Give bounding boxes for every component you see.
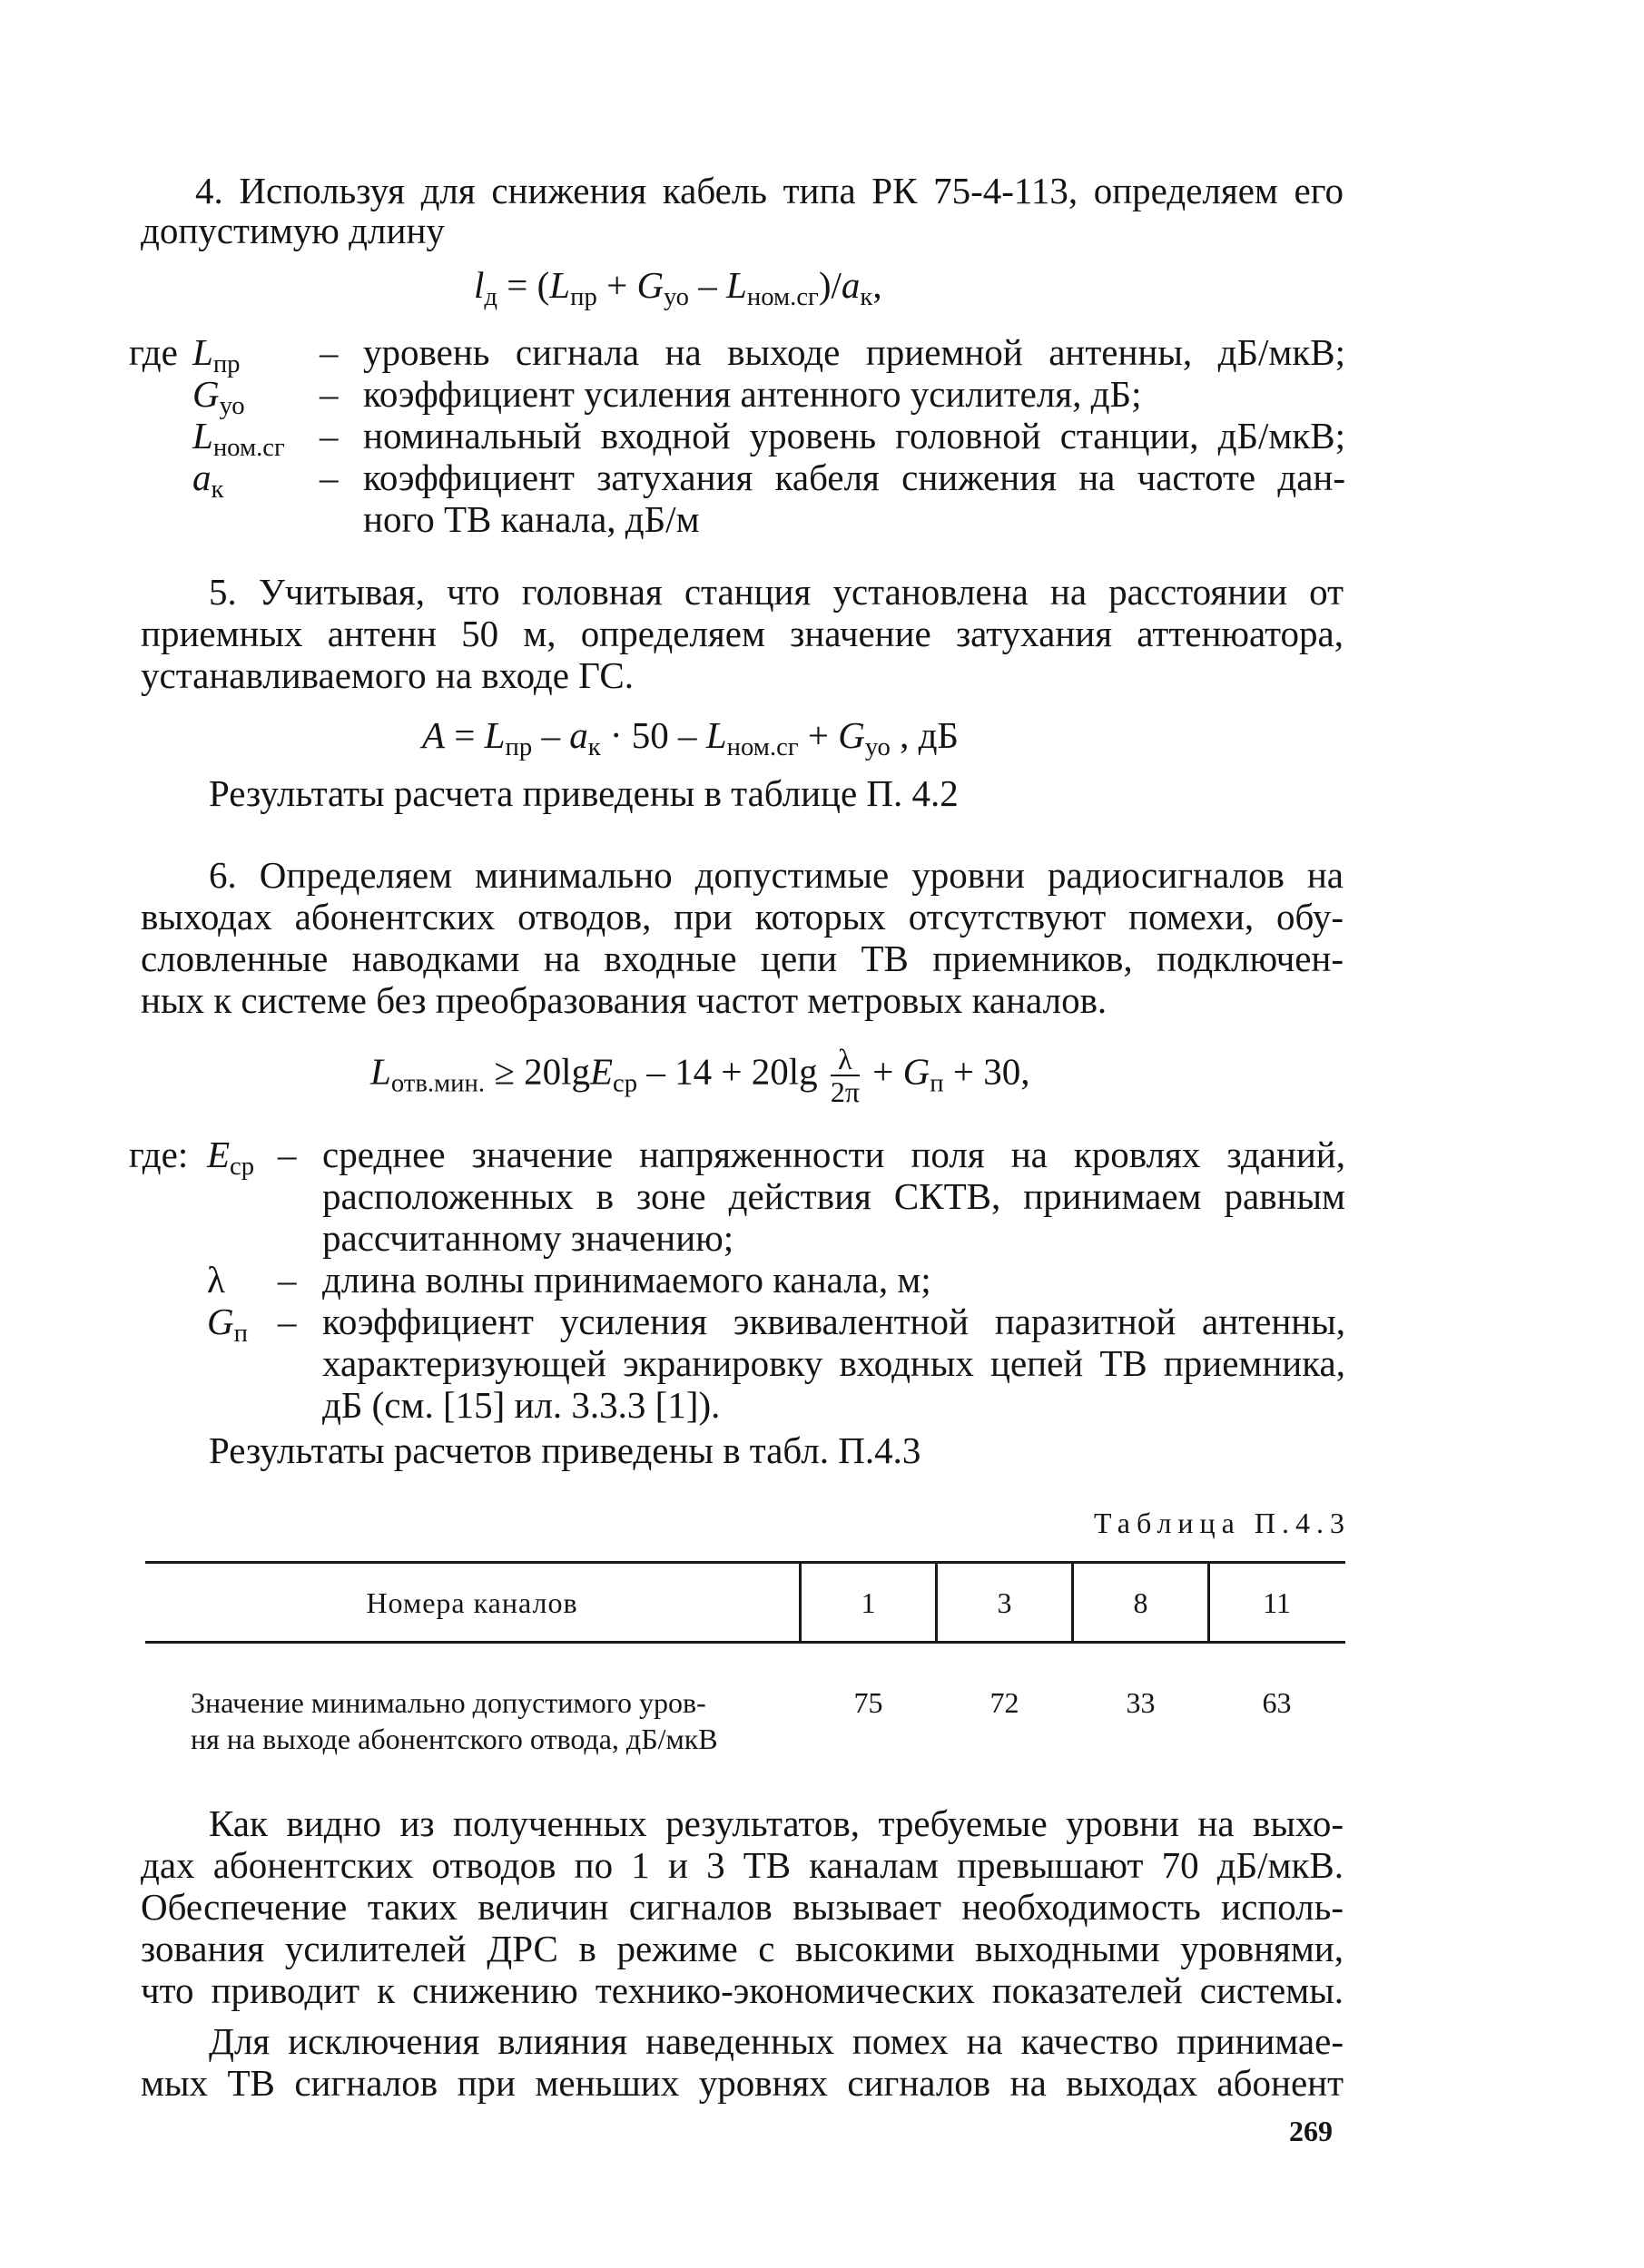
def-text: коэффициент усиления эквивалентной паразитной антенны, <box>322 1301 1345 1342</box>
def-text: рассчитанному значению; <box>322 1217 734 1259</box>
def-dash: – <box>278 1259 297 1301</box>
def-text: уровень сигнала на выходе приемной антенны, дБ/мкВ; <box>363 331 1345 373</box>
table-header-label: Номера каналов <box>366 1586 578 1619</box>
def-symbol: λ <box>207 1259 225 1301</box>
def-text: номинальный входной уровень головной станции, дБ/мкВ; <box>363 415 1345 457</box>
table-row-label: Значение минимально допустимого уров- ня на выходе абонентского отвода, дБ/мкВ <box>191 1686 718 1755</box>
item5-line2: приемных антенн 50 м, определяем значение затухания аттенюатора, <box>141 613 1344 654</box>
item4-formula: $l_д = (L_{пр} + G_{уо} - L_{ном.сг})/a_к$, <box>474 264 882 312</box>
item4-line1: 4. Используя для снижения кабель типа РК 75-4-113, определяем его <box>195 170 1344 211</box>
table-cell-value: 63 <box>1262 1686 1292 1719</box>
def-symbol: $G_п$ <box>207 1301 248 1349</box>
conclusion-line: дах абонентских отводов по 1 и 3 ТВ каналам превышают 70 дБ/мкВ. <box>141 1844 1344 1886</box>
def-dash: – <box>320 373 339 415</box>
def-text: коэффициент затухания кабеля снижения на частоте дан- <box>363 457 1345 498</box>
item6-line1: 6. Определяем минимально допустимые уровни радиосигналов на <box>209 854 1344 896</box>
table-header-channel: 8 <box>1133 1586 1148 1619</box>
def-dash: – <box>278 1301 297 1342</box>
def-text: коэффициент усиления антенного усилителя, дБ; <box>363 373 1142 415</box>
next-paragraph-line: мых ТВ сигналов при меньших уровнях сигналов на выходах абонент <box>141 2062 1344 2104</box>
def-text: длина волны принимаемого канала, м; <box>322 1259 931 1301</box>
item6-line4: ных к системе без преобразования частот метровых каналов. <box>141 979 1107 1021</box>
item6-formula: $L_{отв.мин.} \ge 20\lg E_{ср} - 14 + 20\lg$ $\frac{\lambda}{2\pi}$ + $G_п + 30$, <box>370 1043 1030 1108</box>
item5-formula: $A = L_{пр} - a_к \cdot 50 - L_{ном.сг} + G_{уо}$ , дБ <box>422 714 959 762</box>
item6-line3: словленные наводками на входные цепи ТВ приемников, подключен- <box>141 938 1344 979</box>
table-header-rule <box>145 1641 1345 1644</box>
item5-line1: 5. Учитывая, что головная станция установлена на расстоянии от <box>209 571 1344 613</box>
wavelength-fraction: $\frac{\lambda}{2\pi}$ <box>830 1043 861 1108</box>
conclusion-line: Обеспечение таких величин сигналов вызывает необходимость исполь- <box>141 1886 1344 1928</box>
def-lead: где <box>129 331 178 373</box>
item5-line3: устанавливаемого на входе ГС. <box>141 654 634 696</box>
item4-line2: допустимую длину <box>141 210 445 251</box>
def-text: дБ (см. [15] ил. 3.3.3 [1]). <box>322 1384 721 1426</box>
def-text: среднее значение напряженности поля на кровлях зданий, <box>322 1134 1345 1175</box>
def-text: расположенных в зоне действия СКТВ, принимаем равным <box>322 1175 1345 1217</box>
def-symbol: $L_{пр}$ <box>192 331 241 379</box>
def-symbol: $G_{уо}$ <box>192 373 245 421</box>
page-number: 269 <box>1289 2115 1333 2147</box>
table-caption: Таблица П.4.3 <box>1094 1507 1351 1539</box>
item5-result: Результаты расчета приведены в таблице П. 4.2 <box>209 772 959 814</box>
def-symbol: $L_{ном.сг}$ <box>192 415 285 463</box>
item6-result: Результаты расчетов приведены в табл. П.4.3 <box>209 1429 921 1471</box>
def-symbol: $E_{ср}$ <box>207 1134 255 1182</box>
def-text: характеризующей экранировку входных цепей ТВ приемника, <box>322 1342 1345 1384</box>
next-paragraph-line: Для исключения влияния наведенных помех на качество принимае- <box>209 2020 1344 2062</box>
table-top-rule <box>145 1561 1345 1564</box>
conclusion-line: что приводит к снижению технико-экономических показателей системы. <box>141 1969 1344 2011</box>
def-dash: – <box>278 1134 297 1175</box>
table-header-channel: 1 <box>861 1586 876 1619</box>
def-dash: – <box>320 457 339 498</box>
table-header-channel: 3 <box>997 1586 1012 1619</box>
table-cell-value: 72 <box>989 1686 1019 1719</box>
table-cell-value: 75 <box>853 1686 883 1719</box>
table-header-channel: 11 <box>1263 1586 1291 1619</box>
conclusion-line: зования усилителей ДРС в режиме с высокими выходными уровнями, <box>141 1928 1344 1969</box>
def-dash: – <box>320 331 339 373</box>
conclusion-line: Как видно из полученных результатов, требуемые уровни на выхо- <box>209 1802 1344 1844</box>
table-cell-value: 33 <box>1126 1686 1156 1719</box>
def-lead: где: <box>129 1134 189 1175</box>
def-symbol: $a_к$ <box>192 457 224 505</box>
item6-line2: выходах абонентских отводов, при которых отсутствуют помехи, обу- <box>141 896 1344 938</box>
def-text-cont: ного ТВ канала, дБ/м <box>363 498 700 540</box>
def-dash: – <box>320 415 339 457</box>
